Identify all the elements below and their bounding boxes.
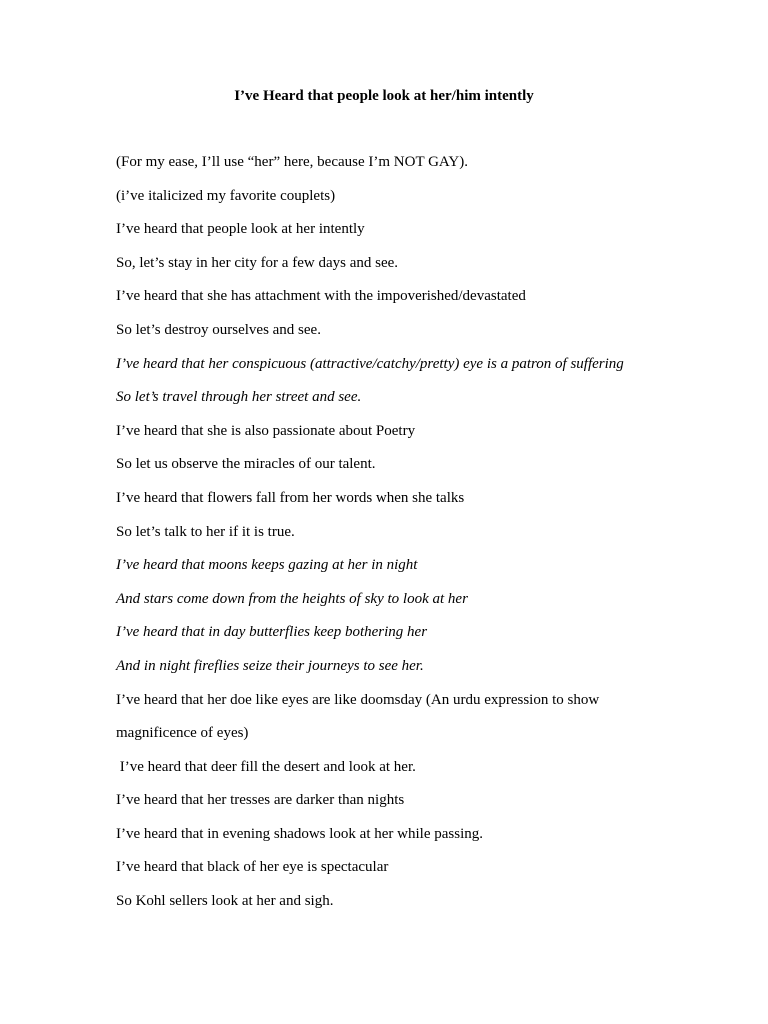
poem-line: So let’s talk to her if it is true.	[116, 523, 295, 540]
poem-line: I’ve heard that deer fill the desert and look at her.	[116, 758, 416, 775]
poem-line: (i’ve italicized my favorite couplets)	[116, 187, 336, 204]
poem-line: I’ve heard that moons keeps gazing at her in night	[116, 557, 418, 574]
poem-line: And in night fireflies seize their journeys to see her.	[116, 657, 424, 674]
poem-line: (For my ease, I’ll use “her” here, because I’m NOT GAY).	[116, 154, 468, 170]
poem-line: So let’s travel through her street and see.	[116, 389, 362, 406]
poem-line: And stars come down from the heights of sky to look at her	[116, 590, 468, 607]
poem-line: So let’s destroy ourselves and see.	[116, 321, 321, 338]
poem-line: I’ve heard that in day butterflies keep bothering her	[116, 624, 428, 641]
poem-line: I’ve heard that in evening shadows look at her while passing.	[116, 825, 483, 842]
poem-line: magnificence of eyes)	[116, 725, 249, 742]
poem-line: I’ve heard that she has attachment with the impoverished/devastated	[116, 288, 526, 305]
document-title: I’ve Heard that people look at her/him intently	[234, 88, 534, 104]
poem-line: So Kohl sellers look at her and sigh.	[116, 893, 334, 910]
poem-line: I’ve heard that people look at her intently	[116, 221, 365, 238]
poem-line: I’ve heard that flowers fall from her words when she talks	[116, 489, 465, 506]
poem-line: I’ve heard that black of her eye is spectacular	[116, 859, 389, 876]
poem-line: So let us observe the miracles of our talent.	[116, 456, 376, 473]
poem-line: I’ve heard that she is also passionate about Poetry	[116, 422, 416, 439]
poem-line: I’ve heard that her tresses are darker than nights	[116, 792, 405, 809]
poem-line: I’ve heard that her doe like eyes are like doomsday (An urdu expression to show	[116, 691, 600, 708]
poem-body	[116, 152, 736, 925]
poem-line: So, let’s stay in her city for a few days and see.	[116, 254, 399, 271]
poem-line: I’ve heard that her conspicuous (attractive/catchy/pretty) eye is a patron of suffering	[116, 355, 624, 372]
